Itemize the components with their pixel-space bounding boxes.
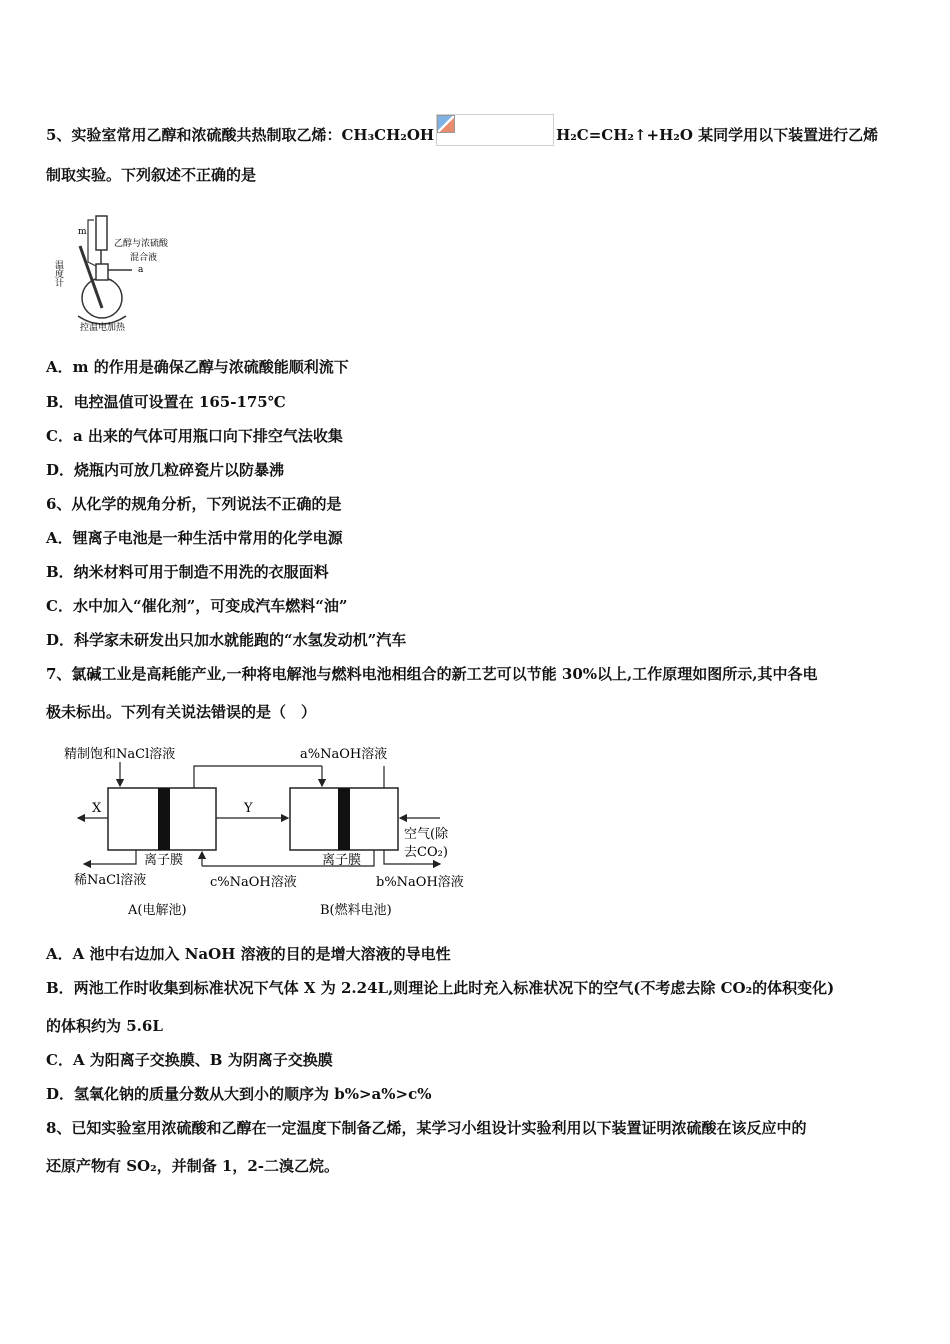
label-cell-b: B(燃料电池) — [320, 903, 392, 918]
q7-option-c: C．A 为阳离子交换膜、B 为阴离子交换膜 — [46, 1051, 333, 1069]
label-thermometer: 温度计 — [53, 260, 63, 287]
q6-stem: 6、从化学的规角分析，下列说法不正确的是 — [46, 495, 342, 513]
reaction-condition-image — [436, 114, 554, 146]
q7-option-b-cont: 的体积约为 5.6L — [46, 1017, 163, 1035]
label-b-naoh: b%NaOH溶液 — [376, 875, 464, 890]
label-air-line2: 去CO₂) — [404, 845, 448, 860]
broken-image-icon — [437, 115, 455, 133]
q5-stem-tail: 某同学用以下装置进行乙烯 — [698, 126, 879, 144]
q7-option-b: B．两池工作时收集到标准状况下气体 X 为 2.24L,则理论上此时充入标准状况下的空气(不考虑去除 CO₂的体积变化) — [46, 979, 835, 997]
q7-stem-line1: 7、氯碱工业是高耗能产业,一种将电解池与燃料电池相组合的新工艺可以节能 30%以上,工作原理如图所示,其中各电 — [46, 665, 818, 683]
q7-option-a: A．A 池中右边加入 NaOH 溶液的目的是增大溶液的导电性 — [46, 945, 451, 963]
q6-option-c: C．水中加入“催化剂”，可变成汽车燃料“油” — [46, 597, 348, 615]
label-mix-line2: 混合液 — [130, 253, 158, 263]
q5-option-c: C．a 出来的气体可用瓶口向下排空气法收集 — [46, 427, 343, 445]
q5-stem-line2: 制取实验。下列叙述不正确的是 — [46, 166, 257, 184]
label-x: X — [92, 801, 102, 816]
label-heater: 控温电加热 — [80, 323, 126, 333]
label-a: a — [138, 265, 144, 275]
q7-stem-line2: 极未标出。下列有关说法错误的是（ ） — [46, 703, 317, 721]
q7-option-d: D．氢氧化钠的质量分数从大到小的顺序为 b%>a%>c% — [46, 1085, 432, 1103]
q8-stem-line1: 8、已知实验室用浓硫酸和乙醇在一定温度下制备乙烯，某学习小组设计实验利用以下装置证明浓硫酸在该反应中的 — [46, 1119, 807, 1137]
q5-formula-left: CH₃CH₂OH — [341, 126, 435, 144]
q5-formula-right: H₂C=CH₂↑+H₂O — [556, 126, 693, 144]
q5-option-d: D．烧瓶内可放几粒碎瓷片以防暴沸 — [46, 461, 285, 479]
label-feed-nacl: 精制饱和NaCl溶液 — [64, 747, 176, 762]
ethylene-apparatus-figure — [53, 204, 196, 338]
label-mix-line1: 乙醇与浓硫酸 — [114, 239, 169, 249]
q8-stem-line2: 还原产物有 SO₂，并制备 1，2-二溴乙烷。 — [46, 1157, 340, 1175]
label-y: Y — [244, 801, 253, 816]
label-air-line1: 空气(除 — [404, 827, 449, 842]
label-membrane-a: 离子膜 — [144, 853, 184, 868]
q5-stem-intro: 5、实验室常用乙醇和浓硫酸共热制取乙烯： — [46, 126, 342, 144]
q5-option-a: A．m 的作用是确保乙醇与浓硫酸能顺利流下 — [46, 358, 349, 376]
q5-option-b: B．电控温值可设置在 165-175℃ — [46, 393, 286, 411]
q6-option-a: A．锂离子电池是一种生活中常用的化学电源 — [46, 529, 343, 547]
label-dilute-nacl: 稀NaCl溶液 — [74, 873, 147, 888]
chlor-alkali-cell-figure — [60, 738, 480, 926]
q5-stem-line1 — [46, 114, 878, 146]
label-cell-a: A(电解池) — [128, 903, 187, 918]
q6-option-b: B．纳米材料可用于制造不用洗的衣服面料 — [46, 563, 329, 581]
label-m: m — [78, 227, 87, 237]
q6-option-d: D．科学家未研发出只加水就能跑的“水氢发动机”汽车 — [46, 631, 407, 649]
label-a-naoh: a%NaOH溶液 — [300, 747, 388, 762]
label-membrane-b: 离子膜 — [322, 853, 362, 868]
label-c-naoh: c%NaOH溶液 — [210, 875, 297, 890]
